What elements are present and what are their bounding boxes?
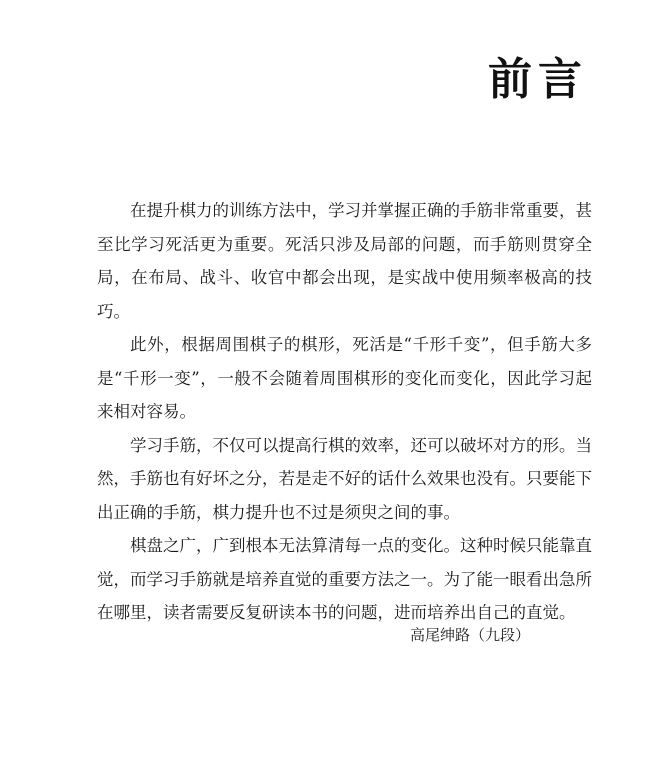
- paragraph-4: 棋盘之广，广到根本无法算清每一点的变化。这种时候只能靠直觉，而学习手筋就是培养直觉的重要方法之一。为了能一眼看出急所在哪里，读者需要反复研读本书的问题，进而培养出自己的直觉。: [97, 536, 592, 622]
- author-signature: 高尾绅路（九段）: [410, 626, 531, 644]
- paragraph-2: 此外，根据周围棋子的棋形，死活是“千形千变”，但手筋大多是“千形一变”，一般不会随着周围棋形的变化而变化，因此学习起来相对容易。: [97, 335, 592, 421]
- preface-body: [97, 194, 592, 630]
- paragraph-1: 在提升棋力的训练方法中，学习并掌握正确的手筋非常重要，甚至比学习死活更为重要。死活只涉及局部的问题，而手筋则贯穿全局，在布局、战斗、收官中都会出现，是实战中使用频率极高的技巧。: [97, 201, 592, 321]
- paragraph-3: 学习手筋，不仅可以提高行棋的效率，还可以破坏对方的形。当然，手筋也有好坏之分，若是走不好的话什么效果也没有。只要能下出正确的手筋，棋力提升也不过是须臾之间的事。: [97, 435, 592, 522]
- page-title: 前言: [488, 54, 588, 105]
